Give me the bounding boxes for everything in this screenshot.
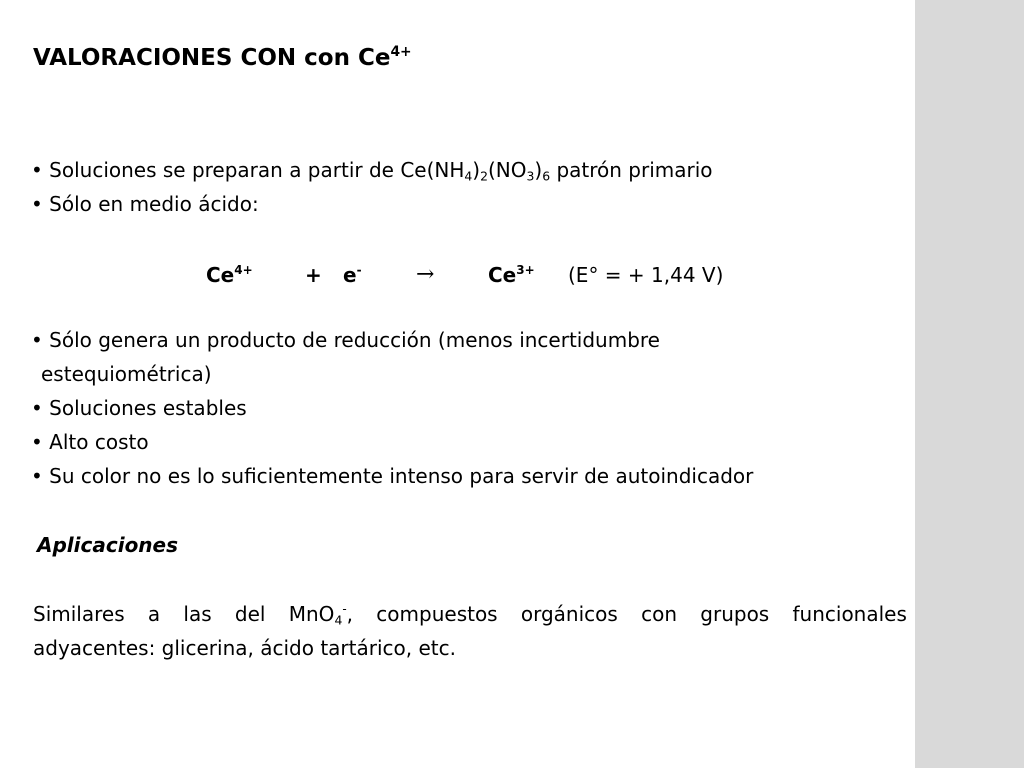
equation-reactant: $Ce^{4+}$	[206, 263, 253, 287]
bullet-single-product	[31, 328, 660, 352]
word: las	[183, 602, 212, 626]
bullet-single-product-continuation: estequiométrica)	[41, 362, 212, 386]
title-superscript: 4+	[390, 44, 412, 61]
side-panel	[915, 0, 1024, 768]
bullet-dot: •	[31, 430, 43, 454]
equation-arrow: →	[416, 262, 435, 287]
word: Similares	[33, 602, 125, 626]
equation-electron: e-	[343, 263, 362, 287]
formula-sub-no3: 3	[526, 168, 535, 184]
formula-paren-2: )	[534, 158, 543, 182]
bullet-text-pre: Soluciones se preparan a partir de Ce(NH	[49, 158, 465, 182]
bullet-dot: •	[31, 396, 43, 420]
word: compuestos	[376, 602, 498, 626]
bullet-text: Sólo genera un producto de reducción (menos incertidumbre	[49, 328, 660, 352]
bullet-dot: •	[31, 328, 43, 352]
word: del	[234, 602, 266, 626]
bullet-acid-medium	[31, 192, 259, 216]
formula-sub-nh4: 4	[464, 168, 473, 184]
bullet-text-post: patrón primario	[550, 158, 713, 182]
bullet-high-cost	[31, 430, 149, 454]
slide-title	[33, 45, 412, 71]
equation-potential: (E° = + 1,44 V)	[568, 263, 724, 287]
word: a	[147, 602, 161, 626]
bullet-color-indicator	[31, 464, 753, 488]
bullet-stable-solutions	[31, 396, 247, 420]
bullet-dot: •	[31, 464, 43, 488]
word: con	[641, 602, 678, 626]
formula-paren-1: )	[472, 158, 481, 182]
bullet-text: Sólo en medio ácido:	[49, 192, 259, 216]
bullet-text: Soluciones estables	[49, 396, 247, 420]
formula-sub-2: 2	[480, 168, 488, 184]
bullet-dot: •	[31, 158, 43, 182]
applications-line-1	[33, 599, 907, 629]
bullet-dot: •	[31, 192, 43, 216]
bullet-text: Su color no es lo suficientemente intenso para servir de autoindicador	[49, 464, 754, 488]
word: funcionales	[792, 602, 907, 626]
equation-product: $Ce^{3+}$	[488, 263, 535, 287]
formula-mno4: MnO$_4$-,	[288, 602, 354, 628]
applications-line-2: adyacentes: glicerina, ácido tartárico, etc.	[33, 636, 456, 660]
word: grupos	[700, 602, 770, 626]
bullet-text: Alto costo	[49, 430, 149, 454]
bullet-preparation	[31, 158, 713, 182]
applications-heading: Aplicaciones	[37, 533, 179, 557]
word: orgánicos	[520, 602, 618, 626]
title-text: VALORACIONES CON con Ce	[33, 45, 391, 71]
equation-plus: +	[305, 263, 322, 287]
formula-no3: (NO	[487, 158, 527, 182]
formula-sub-6: 6	[542, 168, 551, 184]
